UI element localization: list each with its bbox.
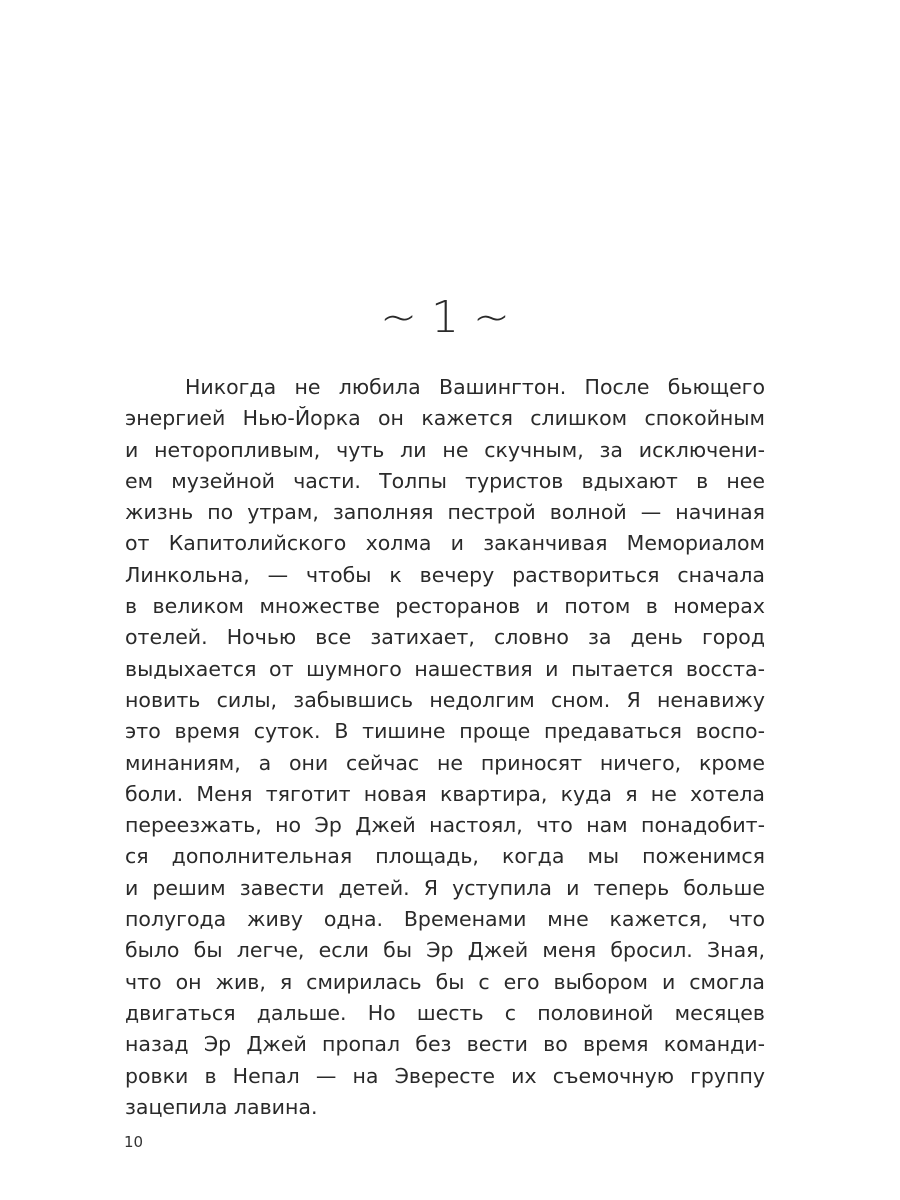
- text-line: это время суток. В тишине проще предаваться воспо-: [125, 719, 765, 744]
- text-line: выдыхается от шумного нашествия и пытается восста-: [125, 656, 765, 681]
- text-line: переезжать, но Эр Джей настоял, что нам понадобит-: [125, 813, 765, 838]
- text-line: ем музейной части. Толпы туристов вдыхают в нее: [125, 468, 765, 493]
- page-number: 10: [124, 1133, 144, 1151]
- text-line: ся дополнительная площадь, когда мы поженимся: [125, 844, 765, 869]
- text-line: жизнь по утрам, заполняя пестрой волной — начиная: [125, 500, 765, 525]
- text-line: от Капитолийского холма и заканчивая Мемориалом: [125, 531, 765, 556]
- text-line: было бы легче, если бы Эр Джей меня бросил. Зная,: [125, 938, 765, 963]
- text-line: и решим завести детей. Я уступила и теперь больше: [125, 875, 765, 900]
- text-line: отелей. Ночью все затихает, словно за день город: [125, 625, 765, 650]
- text-line: Линкольна, — чтобы к вечеру раствориться сначала: [125, 562, 765, 587]
- text-line: назад Эр Джей пропал без вести во время команди-: [125, 1032, 765, 1057]
- text-line: зацепила лавина.: [125, 1094, 318, 1119]
- text-line: боли. Меня тяготит новая квартира, куда я не хотела: [125, 781, 765, 806]
- text-line: Никогда не любила Вашингтон. После бьющего: [185, 375, 765, 399]
- chapter-heading: ~ 1 ~: [380, 292, 510, 343]
- text-line: энергией Нью-Йорка он кажется слишком спокойным: [125, 406, 765, 431]
- text-line: минаниям, а они сейчас не приносят ничего, кроме: [125, 750, 765, 775]
- text-line: новить силы, забывшись недолгим сном. Я ненавижу: [125, 687, 765, 712]
- text-line: полугода живу одна. Временами мне кажется, что: [125, 907, 765, 932]
- text-line: в великом множестве ресторанов и потом в номерах: [125, 594, 765, 619]
- paragraph: [125, 372, 765, 1123]
- text-line: и неторопливым, чуть ли не скучным, за исключени-: [125, 437, 765, 462]
- text-line: что он жив, я смирилась бы с его выбором и смогла: [125, 969, 765, 994]
- text-line: ровки в Непал — на Эвересте их съемочную группу: [125, 1063, 765, 1088]
- text-line: двигаться дальше. Но шесть с половиной месяцев: [125, 1000, 765, 1025]
